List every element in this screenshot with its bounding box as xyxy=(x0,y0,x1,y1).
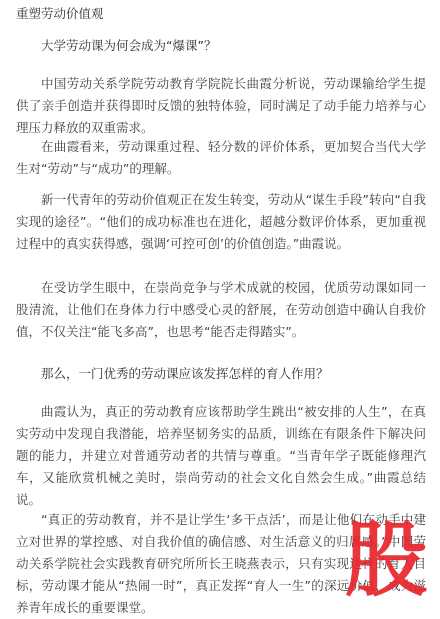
watermark-glyph: 股 xyxy=(344,514,428,600)
body-paragraph: 在曲霞看来，劳动课重过程、轻分数的评价体系，更加契合当代大学生对“劳动”与“成功”的理解。 xyxy=(16,139,426,176)
body-paragraph: 曲霞认为，真正的劳动教育应该帮助学生跳出“被安排的人生”，在真实劳动中发现自我潜能，培养坚韧务实的品质，训练在有限条件下解决问题的能力，并建立对普通劳动者的共情与尊重。“当青年学子既能修理汽车，又能欣赏机械之美时，崇尚劳动的社会文化自然会生成。”曲霞总结说。 xyxy=(16,404,426,507)
body-paragraph: “真正的劳动教育，并不是让学生‘多干点活’，而是让他们在动手中建立对世界的掌控感、对自我价值的确信感、对生活意义的归属感。”中国劳动关系学院社会实践教育研究所所长王晓燕表示，只有实现这样的育人目标，劳动课才能从“热闹一时”，真正发挥“育人一生”的深远价值，成为滋养青年成长的重要课堂。 xyxy=(16,512,426,615)
section-heading: 重塑劳动价值观 xyxy=(16,6,104,21)
question-paragraph: 那么，一门优秀的劳动课应该发挥怎样的育人作用？ xyxy=(41,366,329,381)
question-paragraph: 大学劳动课为何会成为“爆课”？ xyxy=(41,38,217,53)
body-paragraph: 在受访学生眼中，在崇尚竞争与学术成就的校园，优质劳动课如同一股清流，让他们在身体力行中感受心灵的舒展，在劳动创造中确认自我价值，不仅关注“能飞多高”，也思考“能否走得踏实”。 xyxy=(16,280,426,339)
body-paragraph: 中国劳动关系学院劳动教育学院院长曲霞分析说，劳动课输给学生提供了亲手创造并获得即时反馈的独特体验，同时满足了动手能力培养与心理压力释放的双重需求。 xyxy=(16,76,426,135)
body-paragraph: 新一代青年的劳动价值观正在发生转变，劳动从“谋生手段”转向“自我实现的途径”。“他们的成功标准也在进化，超越分数评价体系，更加重视过程中的真实获得感，强调‘可控可创’的价值创造。”曲霞说。 xyxy=(16,192,426,251)
